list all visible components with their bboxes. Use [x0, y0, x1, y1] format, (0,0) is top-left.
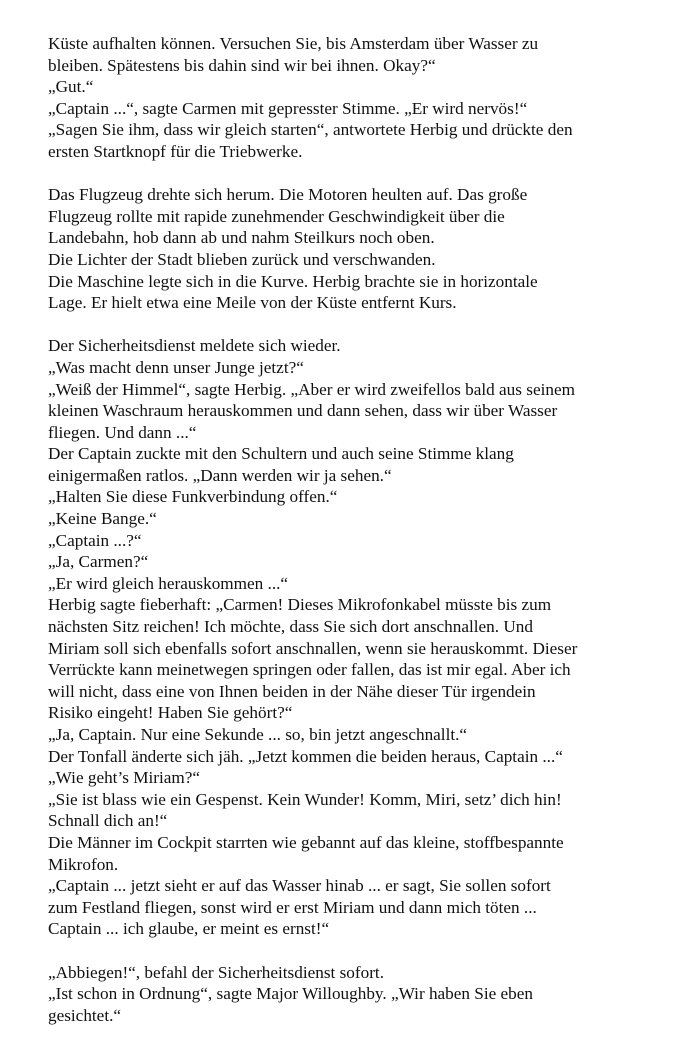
text-line: „Gut.“ — [48, 77, 94, 97]
paragraph — [48, 962, 668, 1027]
text-line: zum Festland fliegen, sonst wird er erst Miriam und dann mich töten ... — [48, 897, 537, 917]
text-line: Mikrofon. — [48, 854, 119, 874]
text-line: gesichtet.“ — [48, 1005, 122, 1025]
paragraph-gap — [48, 163, 668, 185]
text-line: kleinen Waschraum herauskommen und dann sehen, dass wir über Wasser — [48, 401, 558, 421]
text-line: Captain ... ich glaube, er meint es ernst!“ — [48, 919, 330, 939]
text-line: will nicht, dass eine von Ihnen beiden in der Nähe dieser Tür irgendein — [48, 681, 536, 701]
text-line: Der Captain zuckte mit den Schultern und auch seine Stimme klang — [48, 444, 514, 464]
paragraph-gap — [48, 940, 668, 962]
text-line: Landebahn, hob dann ab und nahm Steilkurs noch oben. — [48, 228, 435, 248]
text-line: Flugzeug rollte mit rapide zunehmender Geschwindigkeit über die — [48, 206, 505, 226]
text-line: nächsten Sitz reichen! Ich möchte, dass Sie sich dort anschnallen. Und — [48, 617, 533, 637]
document-page — [48, 33, 668, 1026]
text-line: einigermaßen ratlos. „Dann werden wir ja sehen.“ — [48, 465, 392, 485]
text-line: Herbig sagte fieberhaft: „Carmen! Dieses Mikrofonkabel müsste bis zum — [48, 595, 552, 615]
text-line: „Ja, Captain. Nur eine Sekunde ... so, bin jetzt angeschnallt.“ — [48, 725, 468, 744]
text-line: „Captain ... jetzt sieht er auf das Wasser hinab ... er sagt, Sie sollen sofort — [48, 876, 551, 896]
paragraph — [48, 335, 668, 940]
text-line: Schnall dich an!“ — [48, 811, 168, 831]
text-line: „Er wird gleich herauskommen ...“ — [48, 573, 289, 593]
text-line: „Weiß der Himmel“, sagte Herbig. „Aber er wird zweifellos bald aus seinem — [48, 379, 575, 399]
text-line: Lage. Er hielt etwa eine Meile von der Küste entfernt Kurs. — [48, 293, 457, 313]
text-line: „Sagen Sie ihm, dass wir gleich starten“, antwortete Herbig und drückte den — [48, 120, 573, 140]
text-line: Miriam soll sich ebenfalls sofort anschnallen, wenn sie herauskommt. Dieser — [48, 638, 578, 658]
text-line: „Halten Sie diese Funkverbindung offen.“ — [48, 487, 338, 507]
text-line: bleiben. Spätestens bis dahin sind wir bei ihnen. Okay?“ — [48, 55, 436, 75]
text-line: Die Lichter der Stadt blieben zurück und verschwanden. — [48, 249, 436, 269]
text-line: „Ist schon in Ordnung“, sagte Major Willoughby. „Wir haben Sie eben — [48, 984, 533, 1004]
text-line: „Sie ist blass wie ein Gespenst. Kein Wunder! Komm, Miri, setz’ dich hin! — [48, 789, 562, 809]
text-line: Die Maschine legte sich in die Kurve. Herbig brachte sie in horizontale — [48, 271, 538, 291]
text-line: Der Sicherheitsdienst meldete sich wieder. — [48, 336, 341, 356]
text-line: Der Tonfall änderte sich jäh. „Jetzt kommen die beiden heraus, Captain ...“ — [48, 746, 563, 766]
paragraph — [48, 184, 668, 314]
text-line: „Was macht denn unser Junge jetzt?“ — [48, 357, 304, 377]
paragraph-gap — [48, 314, 668, 336]
text-line: Das Flugzeug drehte sich herum. Die Motoren heulten auf. Das große — [48, 185, 528, 205]
text-line: ersten Startknopf für die Triebwerke. — [48, 141, 303, 161]
text-line: Küste aufhalten können. Versuchen Sie, bis Amsterdam über Wasser zu — [48, 34, 539, 53]
text-line: Risiko eingeht! Haben Sie gehört?“ — [48, 703, 293, 723]
text-line: „Captain ...“, sagte Carmen mit gepresster Stimme. „Er wird nervös!“ — [48, 98, 528, 118]
text-line: Verrückte kann meinetwegen springen oder fallen, das ist mir egal. Aber ich — [48, 660, 571, 680]
text-line: Die Männer im Cockpit starrten wie gebannt auf das kleine, stoffbespannte — [48, 832, 564, 852]
text-line: „Captain ...?“ — [48, 530, 142, 550]
text-line: „Keine Bange.“ — [48, 509, 157, 529]
paragraph — [48, 33, 668, 163]
text-line: fliegen. Und dann ...“ — [48, 422, 197, 442]
text-line: „Ja, Carmen?“ — [48, 552, 149, 572]
text-line: „Abbiegen!“, befahl der Sicherheitsdienst sofort. — [48, 962, 384, 982]
text-line: „Wie geht’s Miriam?“ — [48, 768, 201, 788]
